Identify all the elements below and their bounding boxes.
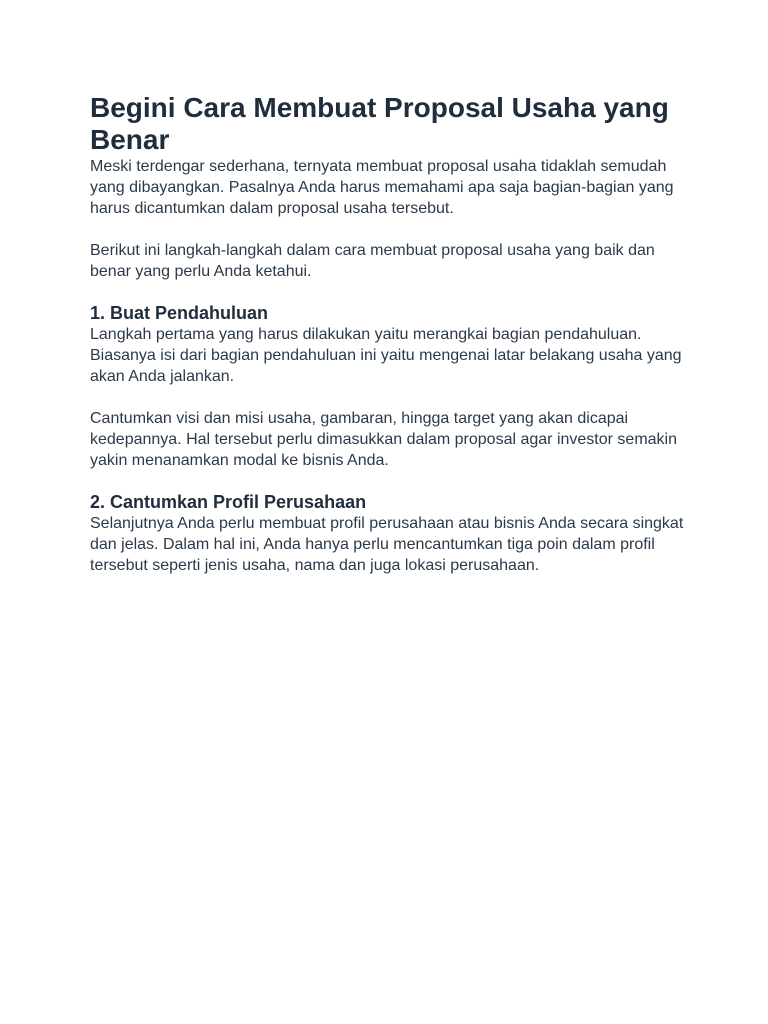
paragraph-spacer xyxy=(90,387,690,408)
document-title: Begini Cara Membuat Proposal Usaha yang Benar xyxy=(90,92,669,155)
document-page xyxy=(90,92,690,576)
section-paragraph: Langkah pertama yang harus dilakukan yaitu merangkai bagian pendahuluan. Biasanya isi dari bagian pendahuluan ini yaitu mengenai latar belakang usaha yang akan Anda jalankan. xyxy=(90,326,682,385)
section-heading: 1. Buat Pendahuluan xyxy=(90,303,269,323)
intro-paragraph: Berikut ini langkah-langkah dalam cara membuat proposal usaha yang baik dan benar yang perlu Anda ketahui. xyxy=(90,242,655,280)
section-paragraph: Selanjutnya Anda perlu membuat profil perusahaan atau bisnis Anda secara singkat dan jelas. Dalam hal ini, Anda hanya perlu mencantumkan tiga poin dalam profil tersebut seperti jenis usaha, nama dan juga lokasi perusahaan. xyxy=(90,515,684,574)
section-paragraph: Cantumkan visi dan misi usaha, gambaran, hingga target yang akan dicapai kedepannya. Hal tersebut perlu dimasukkan dalam proposal agar investor semakin yakin menanamkan modal ke bisnis Anda. xyxy=(90,410,677,469)
intro-paragraph: Meski terdengar sederhana, ternyata membuat proposal usaha tidaklah semudah yang dibayangkan. Pasalnya Anda harus memahami apa saja bagian-bagian yang harus dicantumkan dalam proposal usaha tersebut. xyxy=(90,158,674,217)
paragraph-spacer xyxy=(90,219,690,240)
section-heading: 2. Cantumkan Profil Perusahaan xyxy=(90,492,367,512)
